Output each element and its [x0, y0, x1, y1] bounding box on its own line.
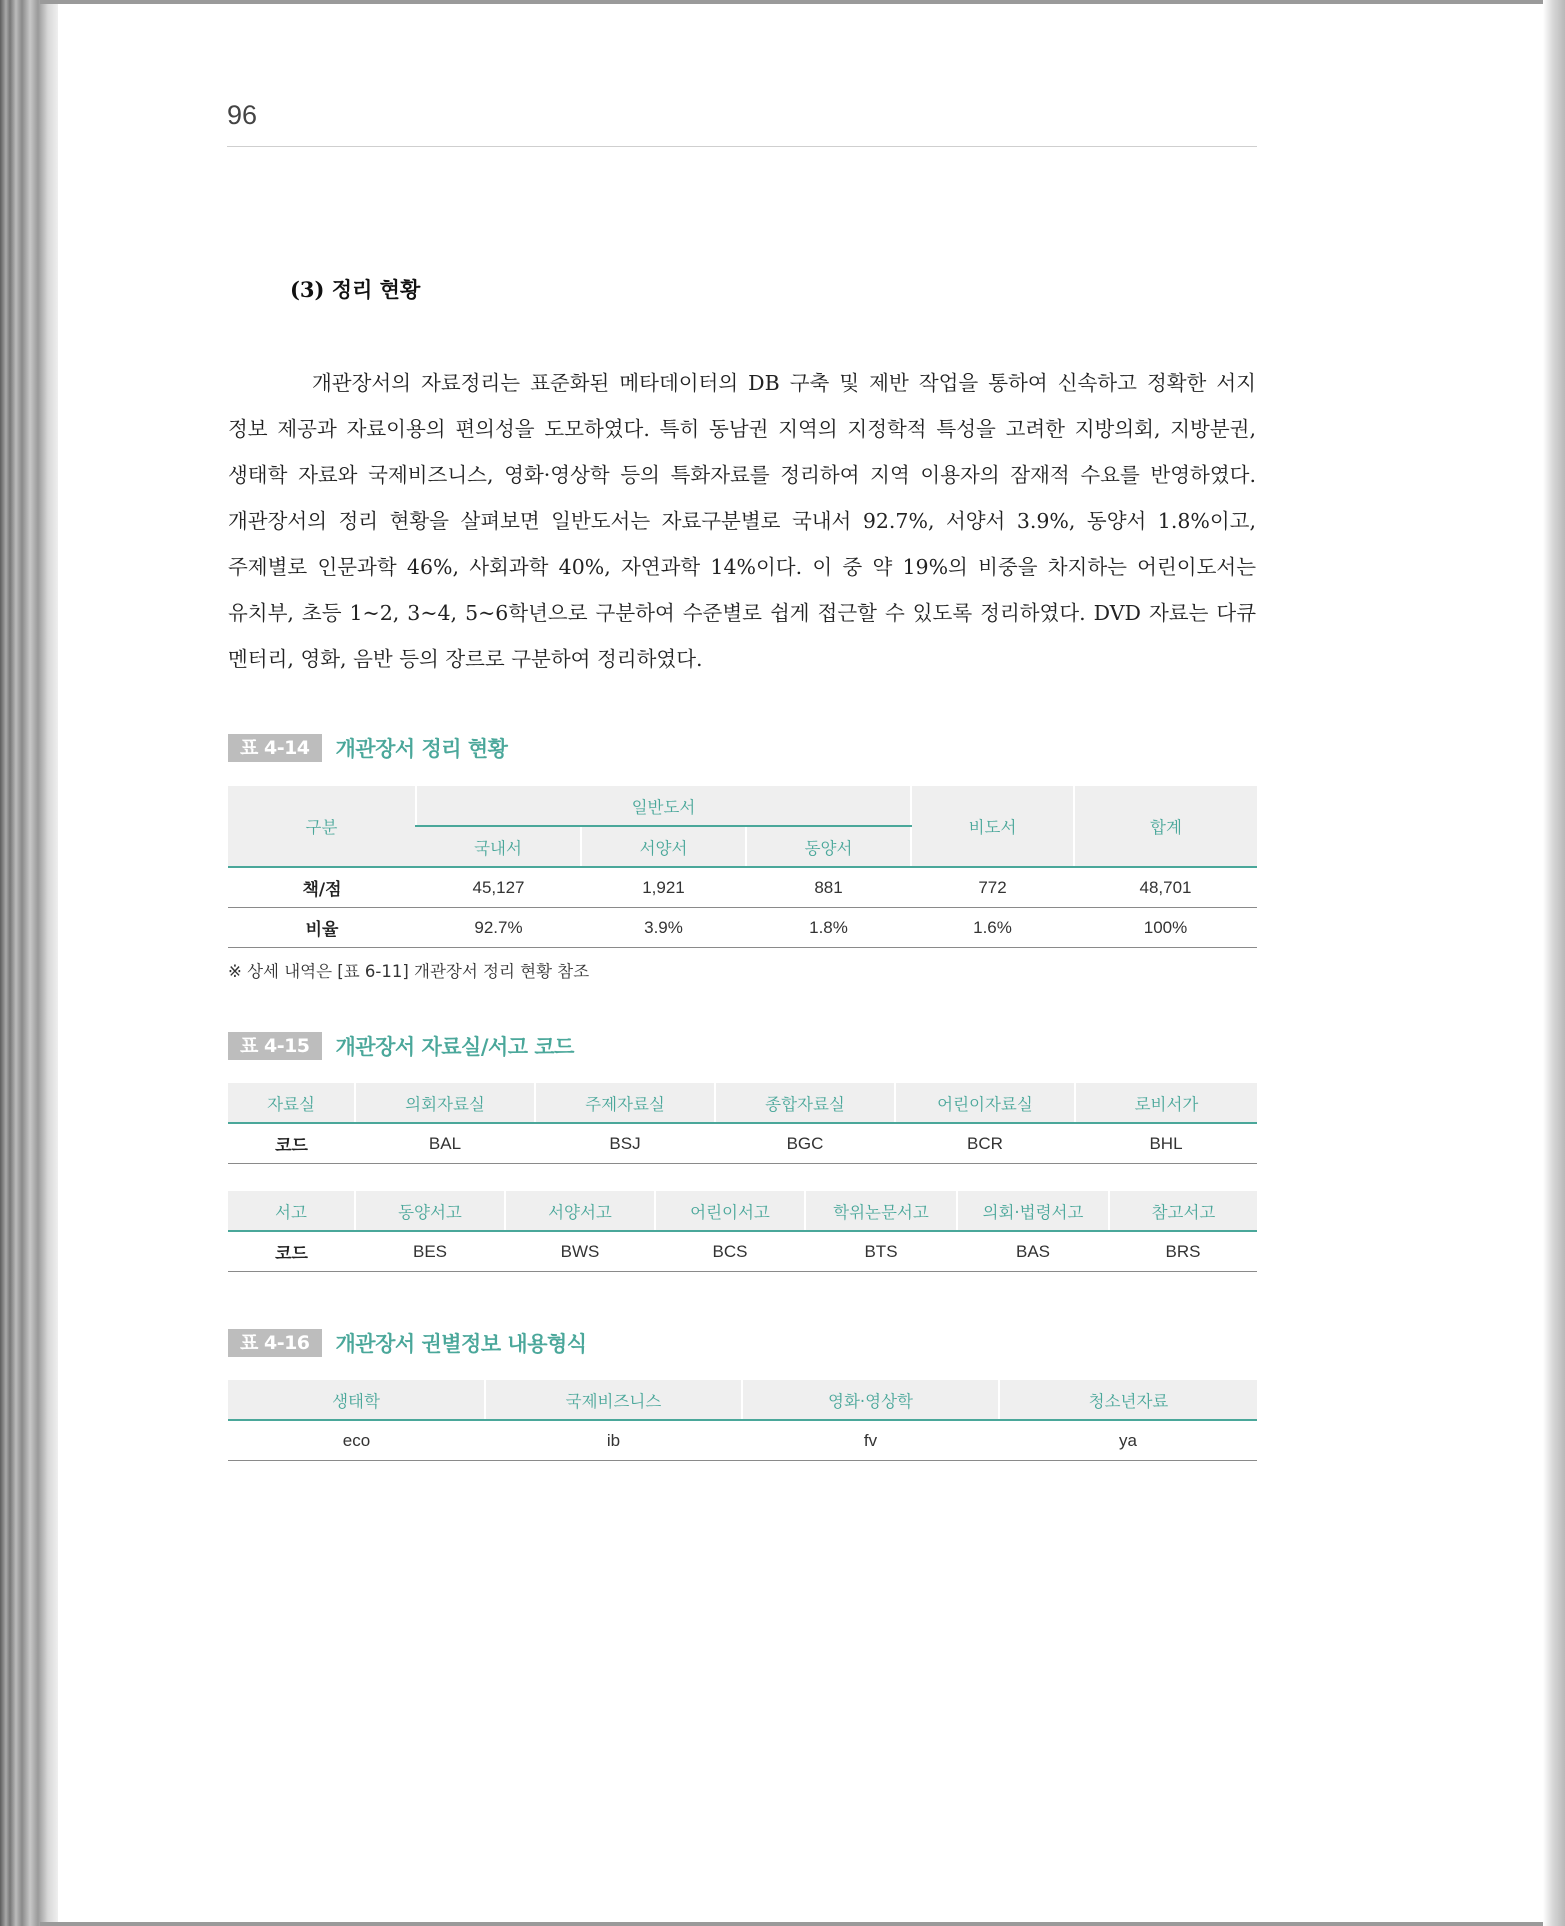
header-content-type: 생태학 — [228, 1380, 485, 1420]
header-non-book: 비도서 — [911, 786, 1074, 867]
header-eastern: 동양서 — [746, 826, 911, 867]
cell-domestic: 45,127 — [416, 867, 581, 908]
paragraph-line: 유치부, 초등 1~2, 3~4, 5~6학년으로 구분하여 수준별로 쉽게 접근할 수 있도록 정리하였다. DVD 자료는 다큐 — [228, 601, 1256, 625]
header-stack-name: 어린이서고 — [655, 1191, 805, 1231]
book-spine-edge — [0, 0, 58, 1926]
cell-code: BHL — [1075, 1123, 1257, 1164]
table-title: 개관장서 자료실/서고 코드 — [335, 1035, 574, 1059]
cell-western: 1,921 — [581, 867, 746, 908]
header-room-name: 주제자료실 — [535, 1083, 715, 1123]
header-stack: 서고 — [228, 1191, 355, 1231]
cell-code: BAS — [957, 1231, 1109, 1272]
cell-code: BGC — [715, 1123, 895, 1164]
header-stack-name: 참고서고 — [1109, 1191, 1257, 1231]
paragraph-line: 개관장서의 정리 현황을 살펴보면 일반도서는 자료구분별로 국내서 92.7%, 서양서 3.9%, 동양서 1.8%이고, — [228, 509, 1256, 533]
header-stack-name: 동양서고 — [355, 1191, 505, 1231]
table-label: 표 4-14 — [228, 734, 322, 762]
cell-code: ya — [999, 1420, 1257, 1461]
table-4-15-caption — [228, 1032, 574, 1060]
cell-non-book: 1.6% — [911, 908, 1074, 948]
page-right-shadow — [1543, 0, 1565, 1926]
cell-code: ib — [485, 1420, 742, 1461]
body-paragraph — [228, 360, 1256, 682]
cell-code: BAL — [355, 1123, 535, 1164]
table-row — [228, 908, 1257, 948]
cell-code: BCS — [655, 1231, 805, 1272]
paragraph-line: 주제별로 인문과학 46%, 사회과학 40%, 자연과학 14%이다. 이 중 약 19%의 비중을 차지하는 어린이도서는 — [228, 555, 1256, 579]
table-label: 표 4-16 — [228, 1329, 322, 1357]
table-4-15-rooms — [228, 1083, 1257, 1164]
table-4-14 — [228, 786, 1257, 948]
header-room-name: 어린이자료실 — [895, 1083, 1075, 1123]
cell-code: eco — [228, 1420, 485, 1461]
header-room-name: 로비서가 — [1075, 1083, 1257, 1123]
cell-code: fv — [742, 1420, 999, 1461]
paragraph-line: 멘터리, 영화, 음반 등의 장르로 구분하여 정리하였다. — [228, 647, 703, 671]
table-label: 표 4-15 — [228, 1032, 322, 1060]
row-label: 비율 — [228, 908, 416, 948]
table-4-15-stacks — [228, 1191, 1257, 1272]
header-content-type: 영화·영상학 — [742, 1380, 999, 1420]
cell-code: BWS — [505, 1231, 655, 1272]
row-label: 책/점 — [228, 867, 416, 908]
cell-western: 3.9% — [581, 908, 746, 948]
cell-code: BSJ — [535, 1123, 715, 1164]
table-title: 개관장서 정리 현황 — [335, 737, 508, 761]
paragraph-line: 개관장서의 자료정리는 표준화된 메타데이터의 DB 구축 및 제반 작업을 통하여 신속하고 정확한 서지 — [312, 371, 1256, 395]
cell-total: 48,701 — [1074, 867, 1257, 908]
table-4-14-caption — [228, 734, 507, 762]
header-room-name: 의회자료실 — [355, 1083, 535, 1123]
paragraph-line: 생태학 자료와 국제비즈니스, 영화·영상학 등의 특화자료를 정리하여 지역 이용자의 잠재적 수요를 반영하였다. — [228, 463, 1256, 487]
header-content-type: 청소년자료 — [999, 1380, 1257, 1420]
cell-non-book: 772 — [911, 867, 1074, 908]
table-row — [228, 1123, 1257, 1164]
cell-domestic: 92.7% — [416, 908, 581, 948]
header-category: 구분 — [228, 786, 416, 867]
paragraph-line: 정보 제공과 자료이용의 편의성을 도모하였다. 특히 동남권 지역의 지정학적 특성을 고려한 지방의회, 지방분권, — [228, 417, 1256, 441]
header-room-name: 종합자료실 — [715, 1083, 895, 1123]
header-stack-name: 학위논문서고 — [805, 1191, 957, 1231]
section-heading: (3) 정리 현황 — [290, 277, 421, 302]
table-row — [228, 1231, 1257, 1272]
page-bottom-edge — [40, 1922, 1565, 1926]
header-content-type: 국제비즈니스 — [485, 1380, 742, 1420]
cell-code: BCR — [895, 1123, 1075, 1164]
header-rule — [227, 146, 1257, 147]
cell-code: BES — [355, 1231, 505, 1272]
header-total: 합계 — [1074, 786, 1257, 867]
page-top-edge — [40, 0, 1565, 4]
table-title: 개관장서 권별정보 내용형식 — [335, 1332, 587, 1356]
header-domestic: 국내서 — [416, 826, 581, 867]
table-4-16-caption — [228, 1329, 587, 1357]
cell-code: BRS — [1109, 1231, 1257, 1272]
header-general-books: 일반도서 — [416, 786, 911, 826]
table-row — [228, 1420, 1257, 1461]
page-number: 96 — [227, 100, 258, 130]
table-note: ※ 상세 내역은 [표 6-11] 개관장서 정리 현황 참조 — [228, 962, 590, 981]
table-row — [228, 867, 1257, 908]
row-label: 코드 — [228, 1123, 355, 1164]
cell-total: 100% — [1074, 908, 1257, 948]
header-stack-name: 의회·법령서고 — [957, 1191, 1109, 1231]
row-label: 코드 — [228, 1231, 355, 1272]
cell-eastern: 881 — [746, 867, 911, 908]
header-western: 서양서 — [581, 826, 746, 867]
table-4-16 — [228, 1380, 1257, 1461]
cell-eastern: 1.8% — [746, 908, 911, 948]
header-stack-name: 서양서고 — [505, 1191, 655, 1231]
cell-code: BTS — [805, 1231, 957, 1272]
header-room: 자료실 — [228, 1083, 355, 1123]
